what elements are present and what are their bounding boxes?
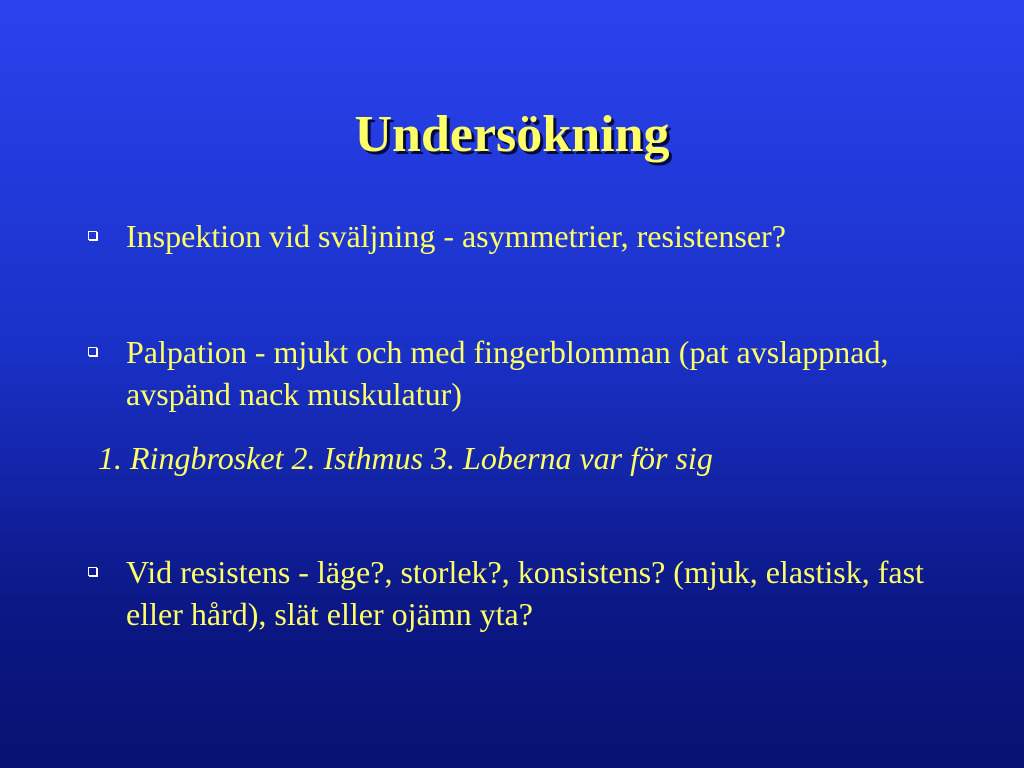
palpation-order-line: 1. Ringbrosket 2. Isthmus 3. Loberna var för sig [98, 440, 713, 476]
square-bullet-icon [88, 231, 97, 240]
bullet-text: Palpation - mjukt och med fingerblomman (pat avslappnad, avspänd nack muskulatur) [126, 334, 889, 412]
square-bullet-icon [88, 567, 97, 576]
bullet-text: Vid resistens - läge?, storlek?, konsistens? (mjuk, elastisk, fast eller hård), slät eller ojämn yta? [126, 554, 924, 632]
square-bullet-icon [88, 347, 97, 356]
bullet-text: Inspektion vid sväljning - asymmetrier, resistenser? [126, 218, 786, 254]
slide-title: Undersökning [354, 106, 670, 163]
